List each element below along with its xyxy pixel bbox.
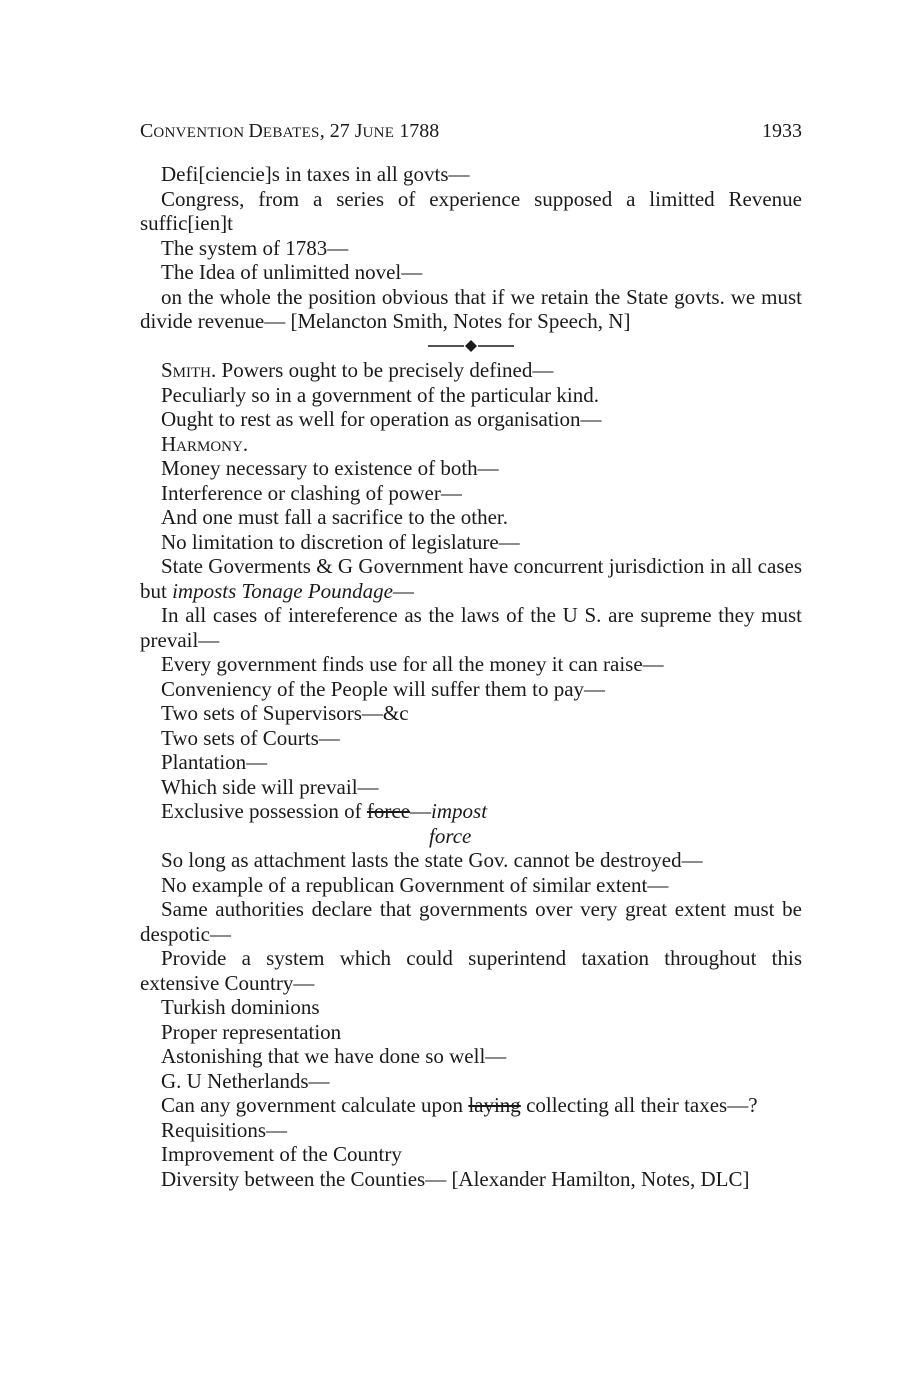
hamilton-note-line: Proper representation [161,1019,342,1044]
hamilton-note-line: G. U Netherlands— [161,1068,330,1093]
hamilton-note-concurrent: State Goverments & G Government have concurrent jurisdiction in all cases but imposts Tonage Poundage— [140,554,802,603]
hamilton-note-line: Astonishing that we have done so well— [161,1044,507,1068]
hamilton-note-line: Requisitions— [161,1117,288,1142]
harmony-heading: Harmony. [161,431,249,456]
hamilton-note-first-line: Smith. Powers ought to be precisely defined— [161,358,554,382]
interlined-insertion: force [429,823,472,848]
hamilton-note-line: Conveniency of the People will suffer them to pay— [161,676,606,701]
hamilton-note-line: Improvement of the Country [161,1142,402,1166]
smith-note-line: Congress, from a series of experience supposed a limitted Revenue suffic[ien]t [140,186,802,235]
struck-word: force [366,799,411,823]
hamilton-note-line: Two sets of Courts— [161,725,340,750]
hamilton-note-line: Interference or clashing of power— [161,480,462,505]
section-divider-ornament [140,334,802,359]
hamilton-note-line: Turkish dominions [161,995,320,1019]
smith-note-line: The Idea of unlimitted novel— [161,260,423,284]
hamilton-note-line: Peculiarly so in a government of the particular kind. [161,382,599,407]
hamilton-note-exclusive: Exclusive possession of force—impost [161,799,488,823]
smith-note-line: The system of 1783— [161,235,349,260]
hamilton-note-line: Which side will prevail— [161,774,379,799]
page-number: 1933 [762,120,802,142]
document-body [140,162,802,1191]
hamilton-note-line: Provide a system which could superintend taxation throughout this extensive Country— [140,946,802,995]
hamilton-note-line: Same authorities declare that governments over very great extent must be despotic— [140,897,802,946]
smith-note-line: Defi[ciencie]s in taxes in all govts— [161,162,470,186]
hamilton-note-line: In all cases of intereference as the laws of the U S. are supreme they must prevail— [140,603,802,652]
hamilton-note-line: So long as attachment lasts the state Gov. cannot be destroyed— [161,848,703,872]
struck-word: laying [468,1093,521,1117]
diamond-rule-icon [428,339,514,353]
hamilton-note-line: Two sets of Supervisors—&c [161,701,409,725]
speaker-name: Smith [161,358,212,382]
hamilton-note-line: No limitation to discretion of legislature— [161,529,520,554]
hamilton-note-line: Money necessary to existence of both— [161,456,499,480]
hamilton-note-line: No example of a republican Government of similar extent— [161,872,669,897]
hamilton-note-line: Plantation— [161,750,268,774]
hamilton-note-line-source: Diversity between the Counties— [Alexander Hamilton, Notes, DLC] [161,1166,750,1191]
document-page [140,120,802,1191]
smith-note-line-source: on the whole the position obvious that if we retain the State govts. we must divide revenue— [Melancton Smith, Notes for Speech, N] [140,284,802,333]
hamilton-note-can-any: Can any government calculate upon laying collecting all their taxes—? [161,1093,758,1117]
hamilton-note-line: Every government finds use for all the money it can raise— [161,652,664,676]
hamilton-note-line: And one must fall a sacrifice to the other. [161,505,508,529]
running-header [140,120,802,162]
running-head-title: CONVENTION DEBATES, 27 JUNE 1788 [140,120,440,142]
hamilton-note-line: Ought to rest as well for operation as organisation— [161,407,602,431]
